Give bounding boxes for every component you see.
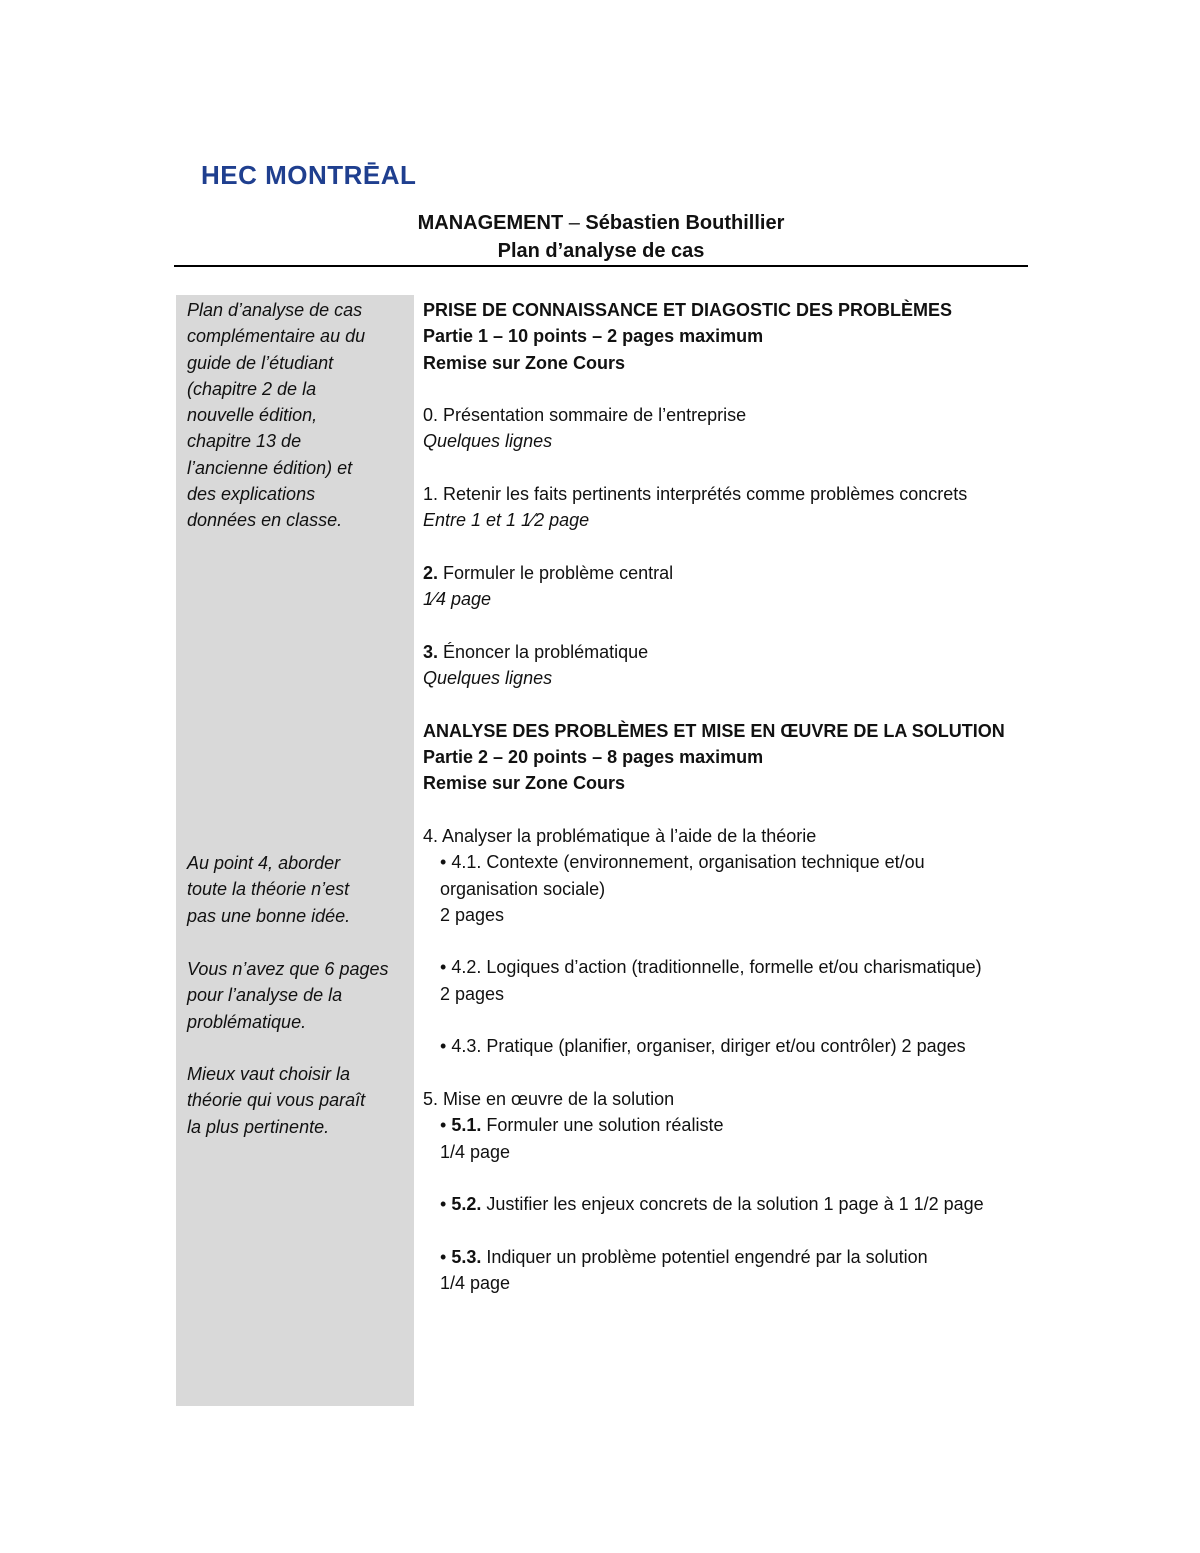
item-number: 2. — [423, 562, 439, 583]
subitem-number: 4.2. — [451, 957, 482, 978]
subitem-text: Pratique (planifier, organiser, diriger et/ou contrôler) 2 pages — [481, 1036, 966, 1057]
title-divider — [174, 265, 1028, 267]
title-separator: – — [563, 212, 586, 234]
course-name: MANAGEMENT — [417, 212, 564, 234]
bullet-icon: • — [440, 852, 452, 873]
part2-points: Partie 2 – 20 points – 8 pages maximum — [423, 747, 764, 768]
item-length: Quelques lignes — [423, 668, 553, 689]
subitem-text: Justifier les enjeux concrets de la solution 1 page à 1 1/2 page — [481, 1194, 984, 1215]
subitem-number: 5.1. — [451, 1115, 482, 1136]
item-1 — [423, 481, 1011, 507]
subitem-number: 4.1. — [451, 852, 482, 873]
item-4 — [423, 823, 1011, 849]
part2-heading: ANALYSE DES PROBLÈMES ET MISE EN ŒUVRE DE LA SOLUTION — [423, 720, 1005, 741]
subitem-4-3 — [423, 1033, 1011, 1059]
subitem-text: Formuler une solution réaliste — [481, 1115, 724, 1136]
item-text: Présentation sommaire de l’entreprise — [438, 405, 747, 426]
bullet-icon: • — [440, 1036, 452, 1057]
sidebar-note-point4: Au point 4, aborder toute la théorie n’est pas une bonne idée. — [187, 853, 351, 926]
item-length: 1⁄4 page — [423, 589, 492, 610]
instructor-name: Sébastien Bouthillier — [585, 212, 785, 234]
item-text: Formuler le problème central — [438, 562, 674, 583]
item-number: 3. — [423, 641, 439, 662]
case-plan-content — [423, 297, 1011, 1296]
sidebar-note-intro: Plan d’analyse de cas complémentaire au du guide de l’étudiant (chapitre 2 de la nouvelle édition, chapitre 13 de l’ancienne édition) et des explications données en classe. — [187, 300, 366, 531]
bullet-icon: • — [440, 1194, 452, 1215]
bullet-icon: • — [440, 1115, 452, 1136]
subitem-number: 4.3. — [451, 1036, 482, 1057]
item-3 — [423, 639, 1011, 665]
item-2 — [423, 560, 1011, 586]
subitem-length: 1/4 page — [440, 1141, 511, 1162]
item-number: 0. — [423, 405, 439, 426]
item-text: Retenir les faits pertinents interprétés comme problèmes concrets — [438, 484, 968, 505]
subitem-5-3 — [423, 1244, 1011, 1270]
subitem-4-1 — [423, 849, 1011, 902]
item-text: Mise en œuvre de la solution — [438, 1088, 675, 1109]
item-text: Énoncer la problématique — [438, 641, 649, 662]
course-title — [174, 209, 1028, 237]
part1-heading: PRISE DE CONNAISSANCE ET DIAGOSTIC DES PROBLÈMES — [423, 300, 953, 320]
item-length: Quelques lignes — [423, 431, 553, 452]
item-number: 1. — [423, 484, 439, 505]
subitem-text: Contexte (environnement, organisation technique et/ou organisation sociale) — [440, 852, 925, 899]
sidebar-note-pages: Vous n’avez que 6 pages pour l’analyse de la problématique. — [187, 959, 389, 1032]
item-number: 4. — [423, 825, 439, 846]
subitem-5-1 — [423, 1112, 1011, 1138]
subitem-number: 5.2. — [451, 1194, 482, 1215]
part1-submission: Remise sur Zone Cours — [423, 352, 626, 373]
subitem-4-2 — [423, 954, 1011, 980]
subitem-number: 5.3. — [451, 1246, 482, 1267]
item-0 — [423, 402, 1011, 428]
subitem-length: 1/4 page — [440, 1272, 511, 1293]
part1-points: Partie 1 – 10 points – 2 pages maximum — [423, 326, 764, 347]
bullet-icon: • — [440, 957, 452, 978]
subitem-5-2 — [423, 1191, 1011, 1217]
subitem-text: Logiques d’action (traditionnelle, formelle et/ou charismatique) — [481, 957, 982, 978]
page-title: Plan d’analyse de cas — [497, 240, 705, 262]
hec-montreal-logo: HEC MONTRĒAL — [201, 160, 417, 190]
subitem-length: 2 pages — [440, 904, 505, 925]
part2-submission: Remise sur Zone Cours — [423, 773, 626, 794]
item-length: Entre 1 et 1 1⁄2 page — [423, 510, 590, 531]
item-number: 5. — [423, 1088, 439, 1109]
item-5 — [423, 1086, 1011, 1112]
subitem-text: Indiquer un problème potentiel engendré par la solution — [481, 1246, 928, 1267]
bullet-icon: • — [440, 1246, 452, 1267]
item-text: Analyser la problématique à l’aide de la théorie — [438, 825, 817, 846]
subitem-length: 2 pages — [440, 983, 505, 1004]
sidebar-note-theory: Mieux vaut choisir la théorie qui vous paraît la plus pertinente. — [187, 1064, 366, 1137]
